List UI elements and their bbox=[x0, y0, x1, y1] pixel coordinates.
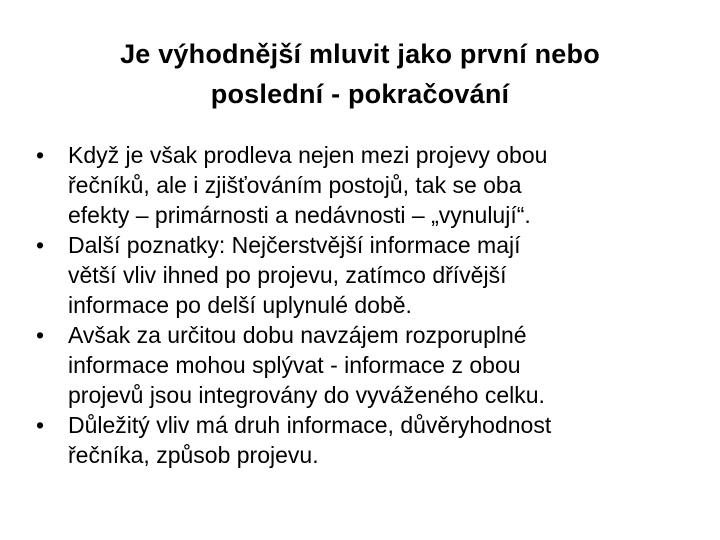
bullet-item bbox=[36, 320, 700, 410]
bullet-line: řečníka, způsob projevu. bbox=[68, 442, 319, 468]
bullet-item bbox=[36, 140, 700, 230]
bullet-line: efekty – primárnosti a nedávnosti – „vynulují“. bbox=[68, 202, 531, 228]
bullet-line: projevů jsou integrovány do vyváženého celku. bbox=[68, 382, 545, 408]
bullet-line: informace po delší uplynulé době. bbox=[68, 292, 412, 318]
bullet-line: Avšak za určitou dobu navzájem rozporuplné bbox=[68, 322, 527, 348]
slide-title-line: poslední - pokračování bbox=[210, 79, 510, 109]
bullet-icon: • bbox=[36, 322, 45, 348]
slide-title bbox=[60, 34, 660, 114]
bullet-line: informace mohou splývat - informace z obou bbox=[68, 352, 521, 378]
bullet-item bbox=[36, 230, 700, 320]
bullet-line: Další poznatky: Nejčerstvější informace mají bbox=[68, 232, 521, 258]
bullet-line: Důležitý vliv má druh informace, důvěryhodnost bbox=[68, 412, 552, 438]
bullet-list bbox=[36, 140, 700, 470]
bullet-line: řečníků, ale i zjišťováním postojů, tak se oba bbox=[68, 172, 522, 198]
bullet-line: větší vliv ihned po projevu, zatímco dřívější bbox=[68, 262, 507, 288]
bullet-item bbox=[36, 410, 700, 470]
bullet-icon: • bbox=[36, 142, 45, 168]
bullet-icon: • bbox=[36, 232, 45, 258]
slide-title-line: Je výhodnější mluvit jako první nebo bbox=[120, 39, 600, 69]
bullet-icon: • bbox=[36, 412, 45, 438]
bullet-line: Když je však prodleva nejen mezi projevy obou bbox=[68, 142, 548, 168]
